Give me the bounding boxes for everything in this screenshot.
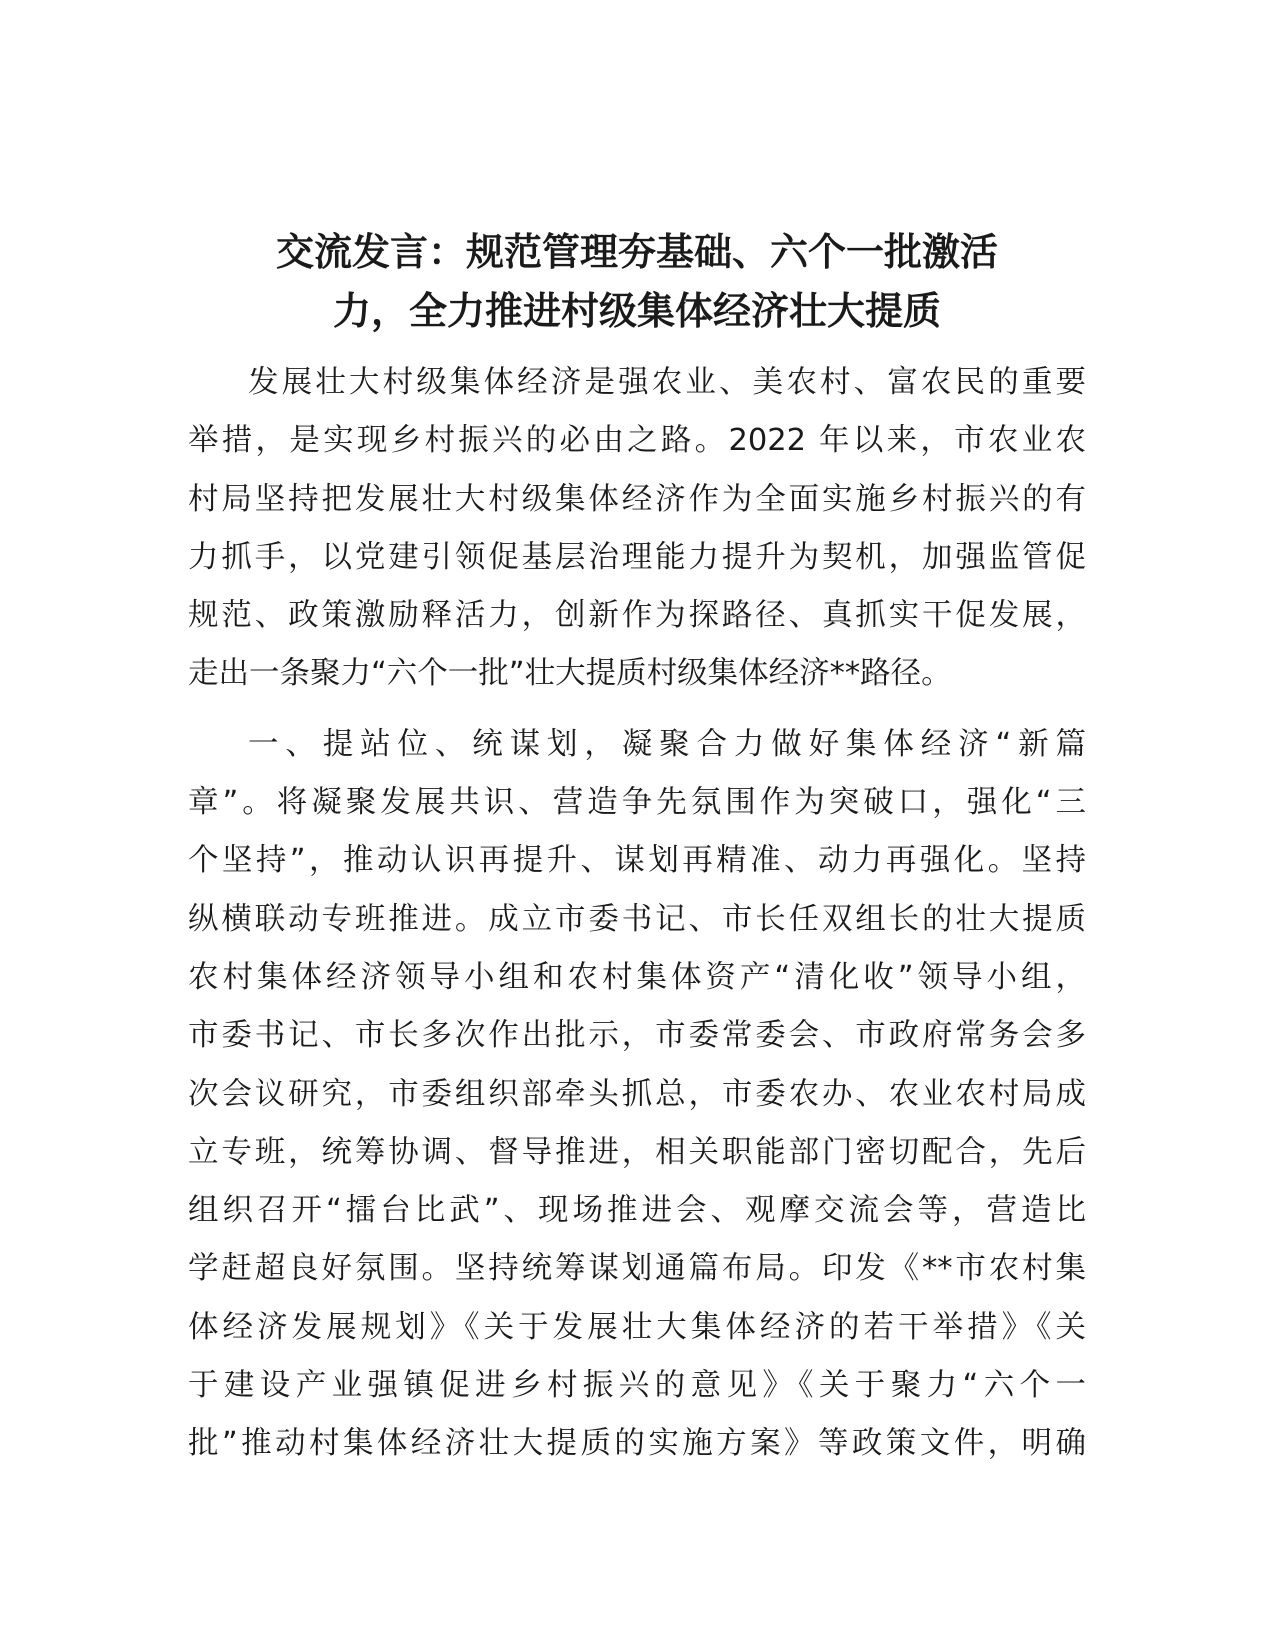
text-line: 于建设产业强镇促进乡村振兴的意见》《关于聚力“六个一: [188, 1368, 1086, 1404]
text-line: 学赶超良好氛围。坚持统筹谋划通篇布局。印发《**市农村集: [188, 1251, 1086, 1287]
text-line: 立专班，统筹协调、督导推进，相关职能部门密切配合，先后: [188, 1134, 1086, 1170]
text-line: 纵横联动专班推进。成立市委书记、市长任双组长的壮大提质: [188, 901, 1086, 937]
text-line: 举措，是实现乡村振兴的必由之路。2022 年以来，市农业农: [188, 423, 1086, 459]
text-line: 发展壮大村级集体经济是强农业、美农村、富农民的重要: [248, 365, 1086, 400]
document-body: [188, 354, 1086, 1474]
title-line: 交流发言：规范管理夯基础、六个一批激活: [275, 230, 998, 274]
text-line: 一、提站位、统谋划，凝聚合力做好集体经济“新篇: [248, 726, 1086, 762]
text-line: 村局坚持把发展壮大村级集体经济作为全面实施乡村振兴的有: [188, 481, 1086, 517]
document-title: [188, 223, 1086, 341]
text-line: 组织召开“擂台比武”、现场推进会、观摩交流会等，营造比: [188, 1193, 1086, 1229]
text-line: 规范、政策激励释活力，创新作为探路径、真抓实干促发展，: [188, 598, 1086, 634]
text-line: 力抓手，以党建引领促基层治理能力提升为契机，加强监管促: [188, 539, 1086, 575]
text-line: 走出一条聚力“六个一批”壮大提质村级集体经济**路径。: [188, 656, 952, 692]
paragraph-intro: [188, 354, 1086, 704]
text-line: 农村集体经济领导小组和农村集体资产“清化收”领导小组，: [188, 959, 1086, 995]
text-line: 市委书记、市长多次作出批示，市委常委会、市政府常务会多: [188, 1018, 1086, 1054]
text-line: 章”。将凝聚发展共识、营造争先氛围作为突破口，强化“三: [188, 785, 1086, 821]
text-line: 体经济发展规划》《关于发展壮大集体经济的若干举措》《关: [188, 1309, 1086, 1345]
text-line: 次会议研究，市委组织部牵头抓总，市委农办、农业农村局成: [188, 1076, 1086, 1112]
text-line: 批”推动村集体经济壮大提质的实施方案》等政策文件，明确: [188, 1426, 1086, 1462]
title-line: 力，全力推进村级集体经济壮大提质: [332, 289, 941, 333]
paragraph-section-one: [188, 716, 1086, 1474]
text-line: 个坚持”，推动认识再提升、谋划再精准、动力再强化。坚持: [188, 843, 1086, 879]
